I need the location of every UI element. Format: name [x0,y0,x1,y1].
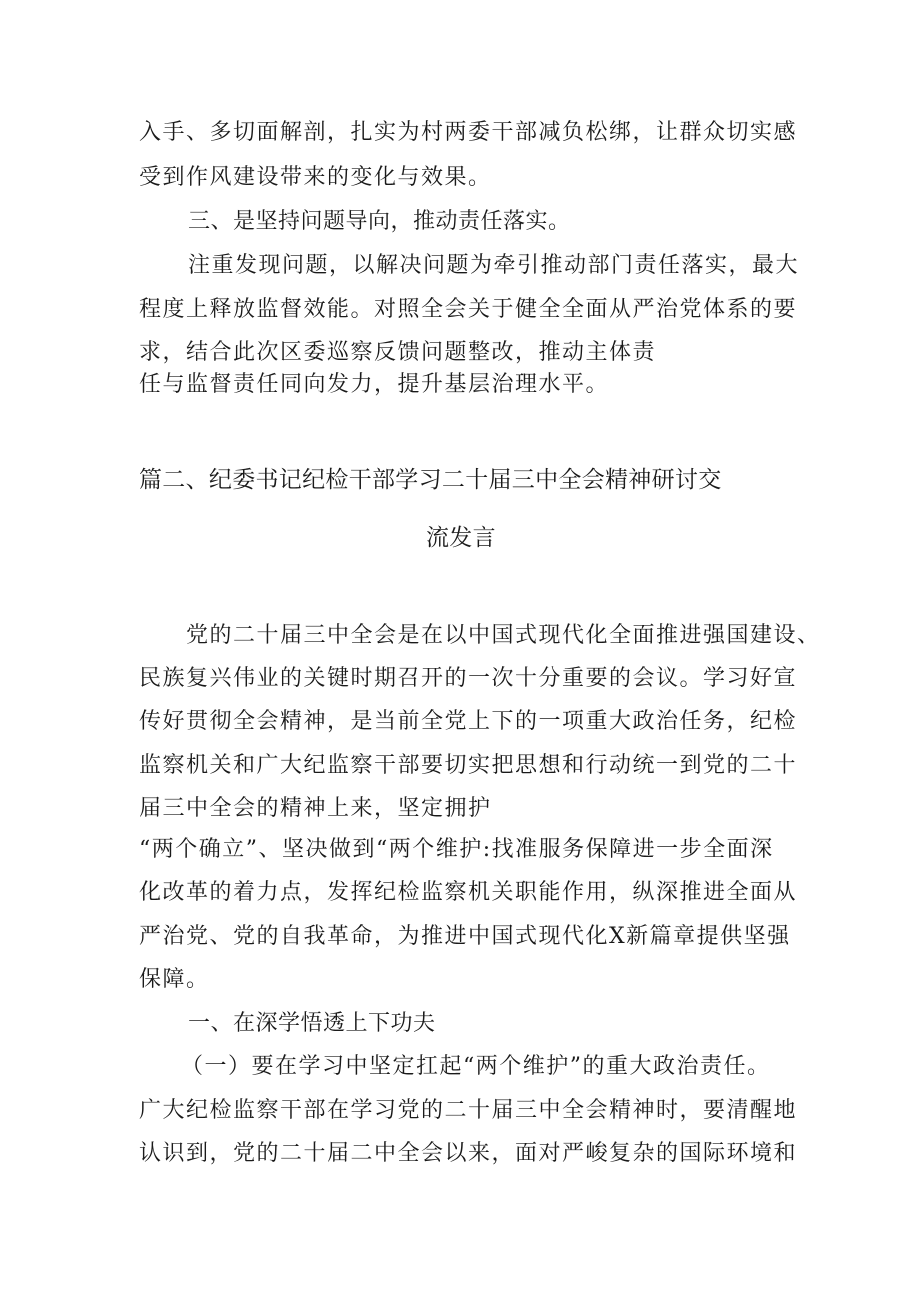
text-line: 化改革的着力点，发挥纪检监察机关职能作用，纵深推进全面从 [139,880,798,905]
text-line: 注重发现问题，以解决问题为牵引推动部门责任落实，最大 [188,253,800,278]
text-line: 认识到，党的二十届二中全会以来，面对严峻复杂的国际环境和 [139,1141,798,1166]
text-line: 任与监督责任同向发力，提升基层治理水平。 [139,372,610,397]
text-line: 监察机关和广大纪监察干部要切实把思想和行动统一到党的二十 [139,753,798,778]
text-line: 保障。 [139,967,210,992]
text-line: “两个确立”、坚决做到“两个维护:找准服务保障进一步全面深 [139,837,774,862]
text-line: 严治党、党的自我革命，为推进中国式现代化X新篇章提供坚强 [139,924,791,949]
article-title-continued: 流发言 [426,525,496,551]
section-heading: 三、是坚持问题导向，推动责任落实。 [188,209,571,234]
text-line: 求，结合此次区委巡察反馈问题整改，推动主体责 [139,340,657,365]
text-line: （一）要在学习中坚定扛起“两个维护”的重大政治责任。 [181,1054,771,1079]
text-line: 传好贯彻全会精神，是当前全党上下的一项重大政治任务，纪检 [139,709,798,734]
text-line: 受到作风建设带来的变化与效果。 [139,165,492,190]
section-heading: 一、在深学悟透上下功夫 [188,1011,436,1036]
text-line: 届三中全会的精神上来，坚定拥护 [139,796,492,821]
text-line: 程度上释放监督效能。对照全会关于健全全面从严治党体系的要 [139,297,798,322]
text-line: 入手、多切面解剖，扎实为村两委干部减负松绑，让群众切实感 [139,120,798,145]
text-line: 民族复兴伟业的关键时期召开的一次十分重要的会议。学习好宣 [139,666,798,691]
article-title: 篇二、纪委书记纪检干部学习二十届三中全会精神研讨交 [139,467,722,493]
text-line: 党的二十届三中全会是在以中国式现代化全面推进强国建设、 [186,623,821,648]
text-line: 广大纪检监察干部在学习党的二十届三中全会精神时，要清醒地 [139,1098,798,1123]
